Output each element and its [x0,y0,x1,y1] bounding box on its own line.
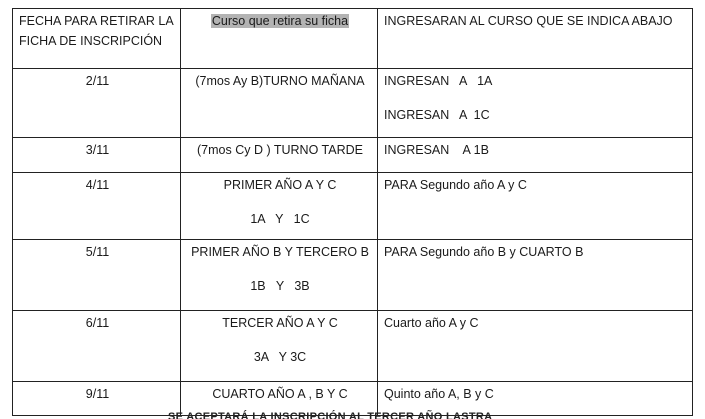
enrollment-schedule-table [12,8,693,416]
target-cell-line2: INGRESAN A 1C [384,108,490,122]
course-cell-line1: PRIMER AÑO A Y C [223,178,337,192]
header-date-cell [13,9,181,69]
date-cell: 9/11 [85,387,110,401]
table-row [13,240,693,311]
course-cell-line2: 1B Y 3B [250,279,310,293]
target-cell: PARA Segundo año B y CUARTO B [384,245,584,259]
header-target-cell [378,9,693,69]
table-row [13,173,693,240]
table-row [13,311,693,382]
target-cell-line1: INGRESAN A 1A [384,74,493,88]
header-course-label: Curso que retira su ficha [211,14,349,28]
course-cell: (7mos Cy D ) TURNO TARDE [197,143,363,157]
target-cell: Cuarto año A y C [384,316,479,330]
date-cell: 2/11 [85,74,110,88]
course-cell: CUARTO AÑO A , B Y C [212,387,348,401]
cut-off-footer-text: SE ACEPTARÁ LA INSCRIPCIÓN AL TERCER AÑO LASTRA [168,411,493,419]
course-cell-line2: 3A Y 3C [253,350,307,364]
target-cell: Quinto año A, B y C [384,387,494,401]
course-cell: (7mos Ay B)TURNO MAÑANA [195,74,365,88]
course-cell-line2: 1A Y 1C [250,212,310,226]
table-row [13,138,693,173]
header-row [13,9,693,69]
course-cell-line1: TERCER AÑO A Y C [222,316,338,330]
target-cell: PARA Segundo año A y C [384,178,527,192]
course-cell-line1: PRIMER AÑO B Y TERCERO B [191,245,369,259]
header-target-label: INGRESARAN AL CURSO QUE SE INDICA ABAJO [384,14,673,28]
date-cell: 4/11 [85,178,110,192]
header-date-label-line1: FECHA PARA RETIRAR LA [19,14,174,28]
header-course-cell [181,9,378,69]
date-cell: 3/11 [85,143,110,157]
header-date-label-line2: FICHA DE INSCRIPCIÓN [19,34,163,48]
date-cell: 5/11 [85,245,110,259]
table-row [13,69,693,138]
target-cell: INGRESAN A 1B [384,143,489,157]
date-cell: 6/11 [85,316,110,330]
